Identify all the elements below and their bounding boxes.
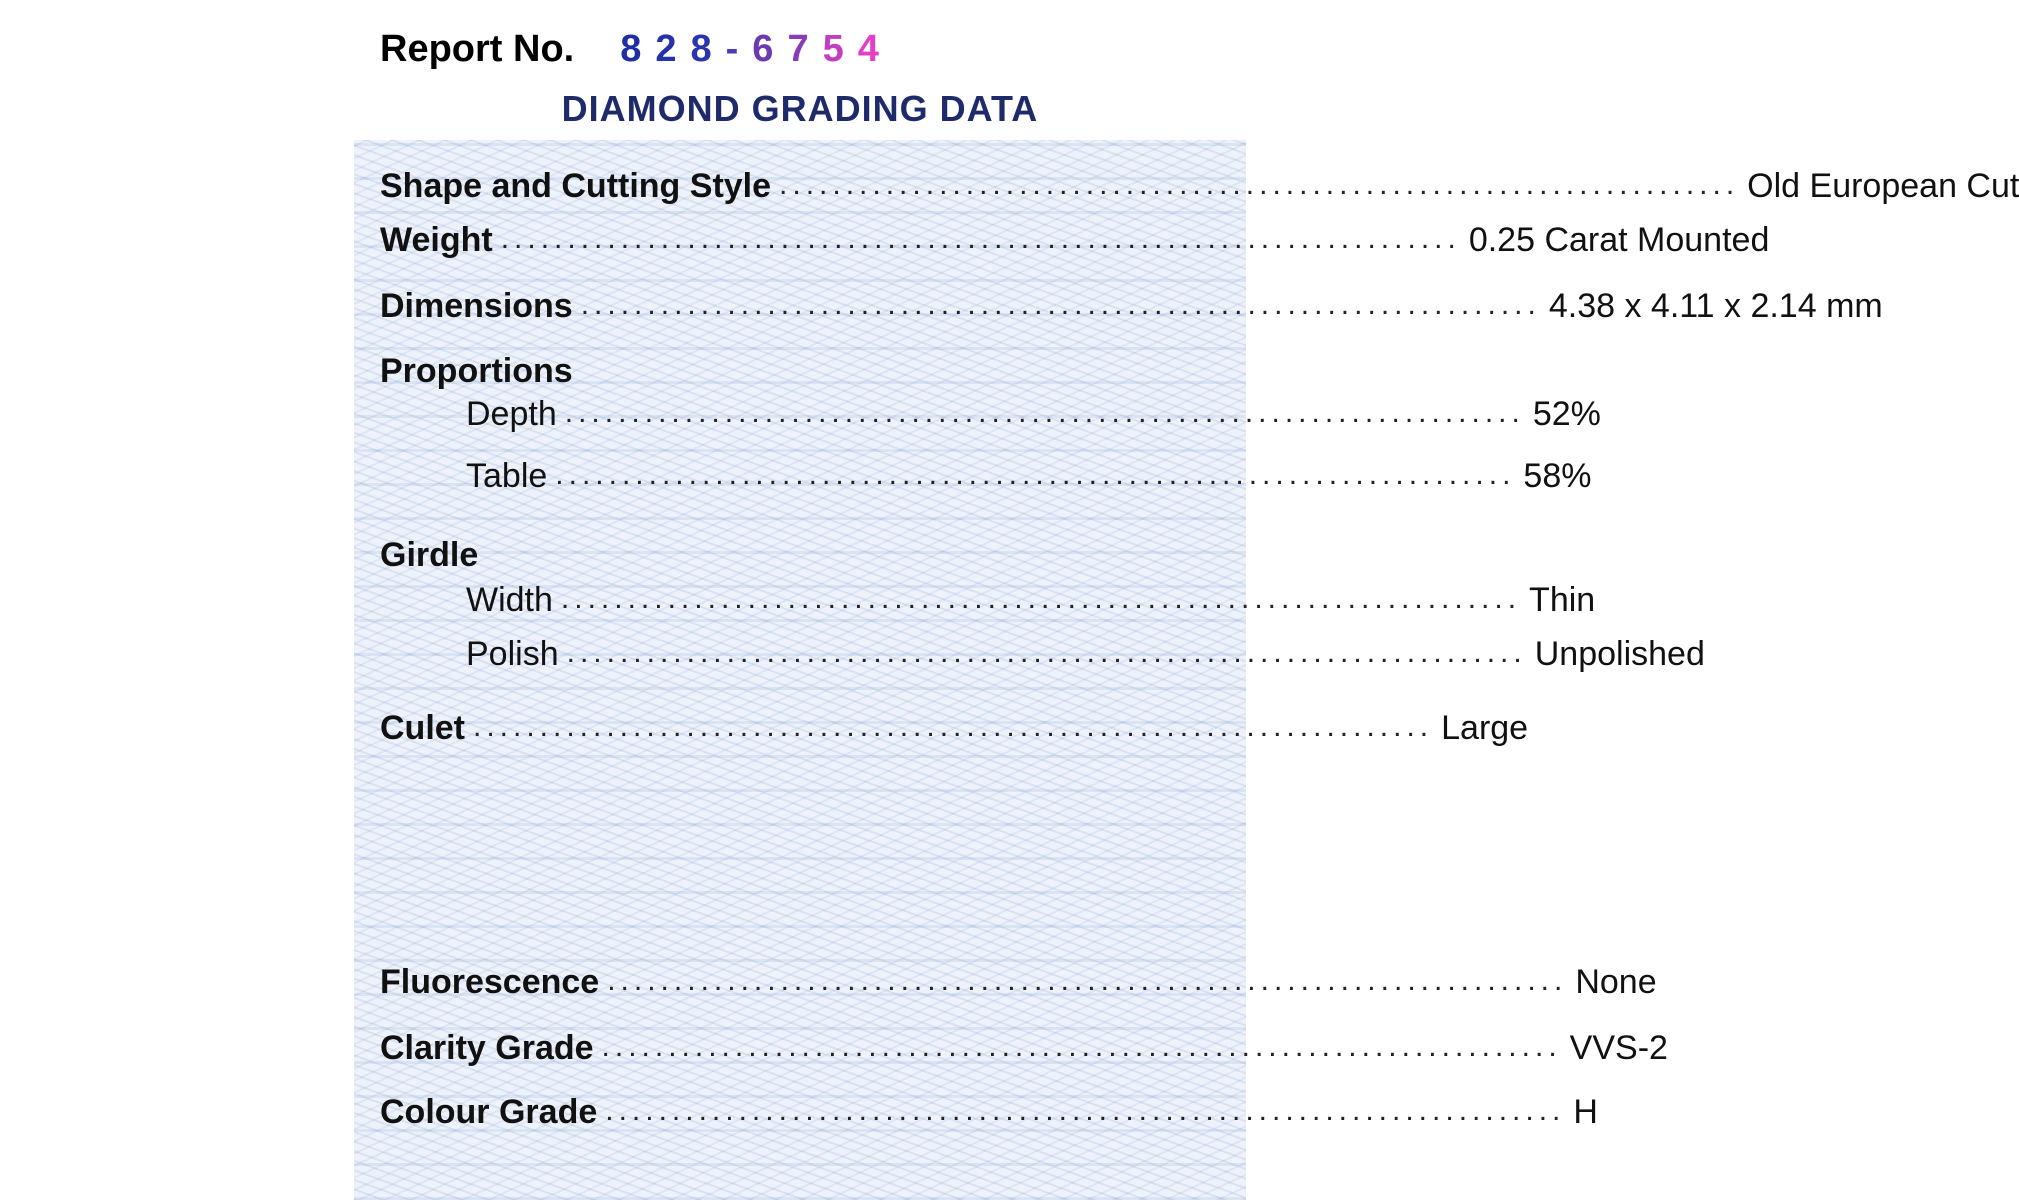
- row-label: Clarity Grade: [380, 1029, 594, 1067]
- row-shape: [380, 162, 2019, 206]
- row-value: Thin: [1529, 581, 1596, 619]
- dot-leader: ........................................................................: [601, 1030, 1562, 1063]
- dot-leader: ........................................................................: [779, 168, 1740, 201]
- report-number-char: 7: [787, 28, 811, 70]
- report-number-char: 8: [690, 28, 714, 70]
- row-girdle-polish: [380, 630, 1705, 674]
- report-number: [620, 28, 893, 71]
- dot-leader: ........................................................................: [555, 458, 1516, 491]
- row-value: 52%: [1532, 395, 1601, 433]
- row-label: Fluorescence: [380, 963, 600, 1001]
- dot-leader: ........................................................................: [473, 710, 1434, 743]
- row-label: Weight: [380, 221, 493, 259]
- document-title: DIAMOND GRADING DATA: [561, 88, 1039, 129]
- row-label: Depth: [466, 395, 557, 433]
- dot-leader: ........................................................................: [605, 1094, 1566, 1127]
- report-number-char: -: [725, 28, 741, 70]
- report-number-char: 2: [655, 28, 679, 70]
- dot-leader: ........................................................................: [566, 636, 1527, 669]
- row-girdle-width: [380, 576, 1596, 620]
- report-label: Report No.: [380, 28, 575, 70]
- dot-leader: ........................................................................: [564, 396, 1525, 429]
- row-label: Table: [466, 457, 548, 495]
- row-label: Polish: [466, 635, 559, 673]
- row-value: Old European Cut: [1747, 167, 2019, 205]
- row-fluorescence: [380, 958, 1657, 1002]
- row-label: Shape and Cutting Style: [380, 167, 772, 205]
- row-value: 58%: [1523, 457, 1592, 495]
- row-value: VVS-2: [1569, 1029, 1668, 1067]
- row-colour-grade: [380, 1088, 1598, 1132]
- row-depth: [380, 390, 1601, 434]
- row-value: None: [1575, 963, 1657, 1001]
- report-header: [380, 28, 893, 71]
- row-value: H: [1573, 1093, 1598, 1131]
- row-dimensions: [380, 282, 1883, 326]
- row-label: Culet: [380, 709, 465, 747]
- girdle-heading: Girdle: [380, 536, 479, 574]
- report-number-char: 5: [822, 28, 846, 70]
- row-clarity-grade: [380, 1024, 1668, 1068]
- dot-leader: ........................................................................: [560, 582, 1522, 615]
- row-value: 0.25 Carat Mounted: [1468, 221, 1770, 259]
- dot-leader: ........................................................................: [607, 964, 1568, 997]
- row-label: Colour Grade: [380, 1093, 598, 1131]
- report-number-char: 6: [752, 28, 776, 70]
- row-label: Dimensions: [380, 287, 573, 325]
- proportions-heading: Proportions: [380, 352, 573, 390]
- row-weight: [380, 216, 1770, 260]
- report-number-char: 8: [620, 28, 644, 70]
- row-label: Width: [466, 581, 553, 619]
- report-number-char: 4: [857, 28, 881, 70]
- dot-leader: ........................................................................: [580, 288, 1541, 321]
- row-culet: [380, 704, 1529, 748]
- row-value: 4.38 x 4.11 x 2.14 mm: [1548, 287, 1883, 325]
- row-value: Large: [1441, 709, 1529, 747]
- row-value: Unpolished: [1534, 635, 1705, 673]
- dot-leader: ........................................................................: [500, 222, 1461, 255]
- row-table: [380, 452, 1592, 496]
